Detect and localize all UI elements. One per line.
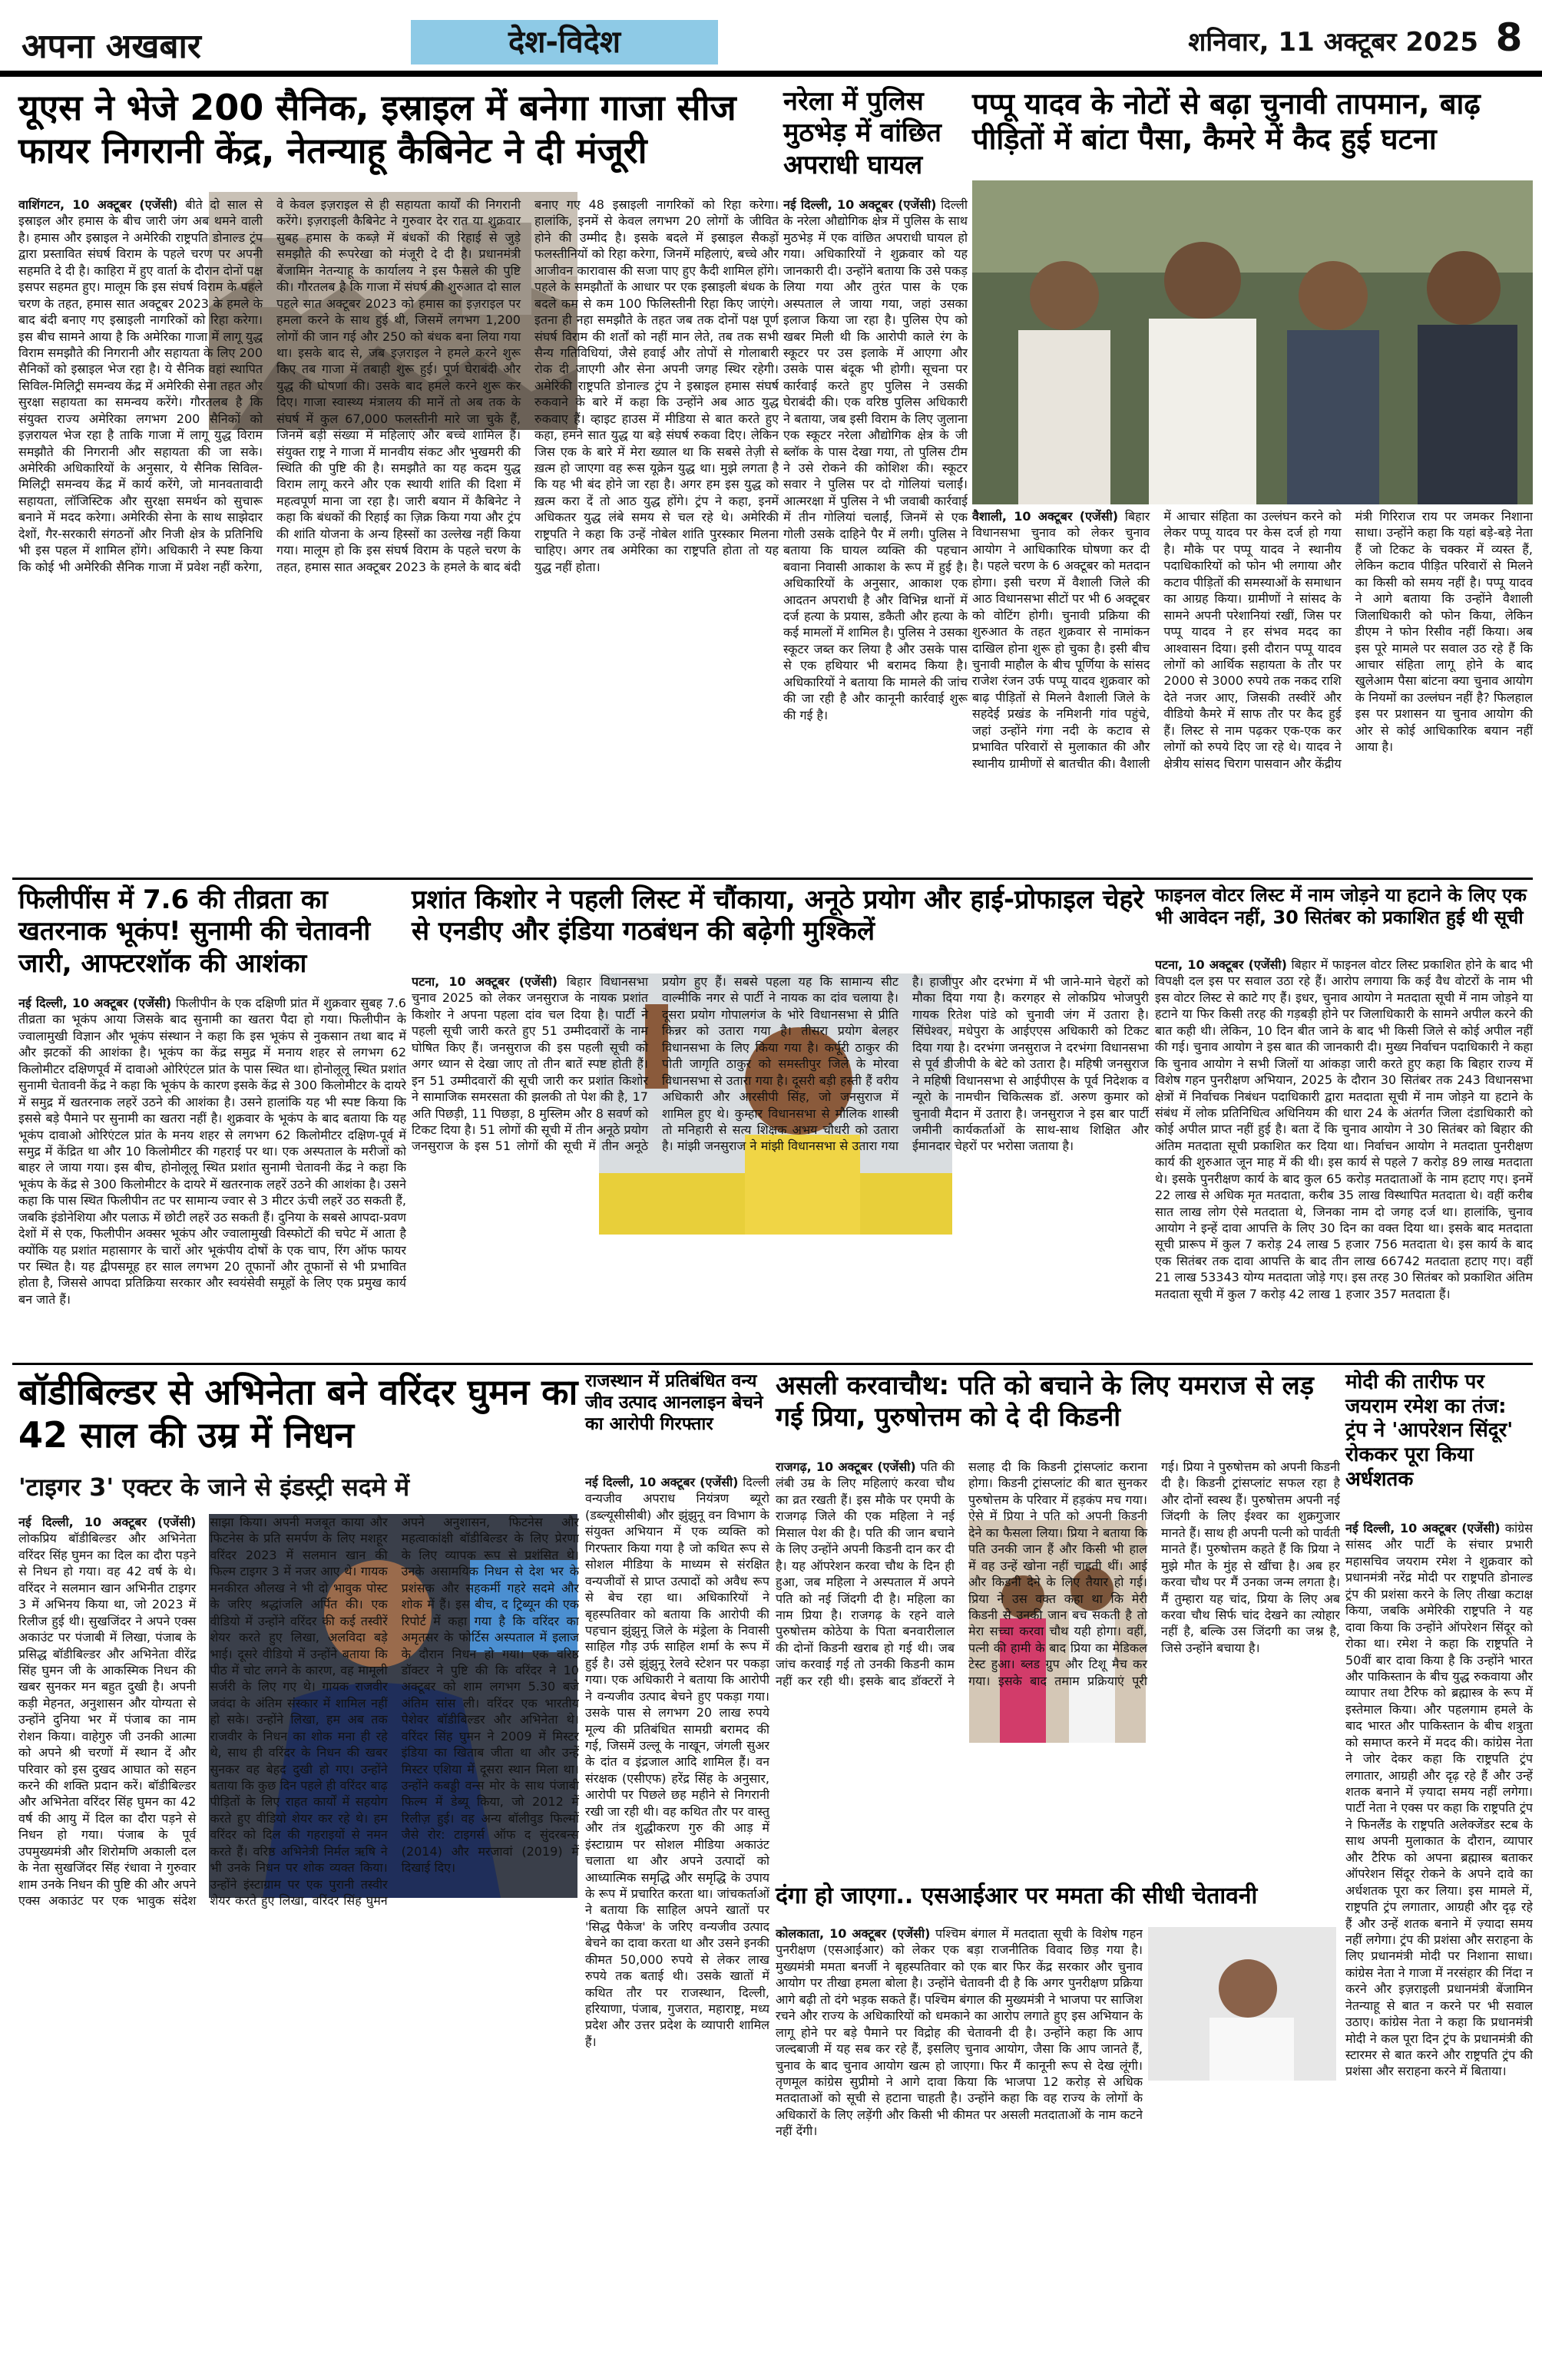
rajasthan-text: दिल्ली वन्यजीव अपराध नियंत्रण ब्यूरो (डब्ल्यूसीसीबी) और झुंझुनू वन विभाग के संयुक्त अभियान में एक व्यक्ति को गिरफ्तार किया गया है जो कथित रूप से सोशल मीडिया के माध्यम से संरक्षित वन्यजीवों से प्राप्त उत्पादों को अवैध रूप से बेच रहा था। अधिकारियों ने बृहस्पतिवार को बताया कि आरोपी की पहचान झुंझुनू जिले के मंड्रेला के निवासी साहिल गौड़ उर्फ साहिल शर्मा के रूप में हुई है। उसे झुंझुनू रेलवे स्टेशन पर पकड़ा गया। एक अधिकारी ने बताया कि आरोपी ने वन्यजीव उत्पाद बेचने हुए पकड़ा गया। उसके पास से लगभग 20 लाख रुपये मूल्य की प्रतिबंधित सामग्री बरामद की गई, जिसमें उल्लू के नाखून, जंगली सुअर के दांत व इंद्रजाल आदि शामिल हैं। वन संरक्षक (एसीएफ) हरेंद्र सिंह के अनुसार, आरोपी पर पिछले छह महीने से निगरानी रखी जा रही थी। वह कथित तौर पर वास्तु और तंत्र शुद्धीकरण गुरु की आड़ में इंस्टाग्राम पर सोशल मीडिया अकाउंट चलाता था और अपने उत्पादों को आध्यात्मिक समृद्धि और समृद्धि के उपाय के रूप में प्रचारित करता था। जांचकर्ताओं ने बताया कि साहिल अपने खातों पर 'सिद्ध पैकेज' के जरिए वन्यजीव उत्पाद बेचने का दावा करता था और उसने इनकी कीमत 50,000 रुपये से लेकर लाख रुपये तक बताई थी। उसके खातों में कथित तौर पर राजस्थान, दिल्ली, हरियाणा, पंजाब, गुजरात, महाराष्ट्र, मध्य प्रदेश और उत्तर प्रदेश के व्यापारी शामिल हैं। [585, 1475, 769, 2049]
pappu-photo [972, 180, 1533, 504]
quake-headline: फिलीपींस में 7.6 की तीव्रता का खतरनाक भूकंप! सुनामी की चेतावनी जारी, आफ्टरशॉक की आशंका [18, 884, 371, 979]
voterlist-body [1155, 957, 1533, 1357]
pk-dateline: पटना, 10 अक्टूबर (एजेंसी) [412, 974, 558, 989]
gaza-dateline: वाशिंगटन, 10 अक्टूबर (एजेंसी) [18, 197, 178, 212]
modi-dateline: नई दिल्ली, 10 अक्टूबर (एजेंसी) [1345, 1521, 1501, 1535]
issue-date: शनिवार, 11 अक्टूबर 2025 [1188, 27, 1478, 58]
ghuman-subheadline: 'टाइगर 3' एक्टर के जाने से इंडस्ट्री सदमे में [18, 1473, 410, 1502]
karwa-dateline: राजगढ़, 10 अक्टूबर (एजेंसी) [776, 1459, 916, 1474]
karwa-body [776, 1459, 1340, 1877]
section-divider [12, 1363, 1533, 1365]
karwa-text: पति की लंबी उम्र के लिए महिलाएं करवा चौथ का व्रत रखती हैं। इस मौके पर एमपी के राजगढ़ जिले की एक महिला ने नई मिसाल पेश की है। पति की जान बचाने के लिए उन्होंने अपनी किडनी दान कर दी है। यह ऑपरेशन करवा चौथ के दिन ही हुआ, जब महिला ने अस्पताल में अपने पति को नई जिंदगी दी है। महिला का नाम प्रिया है। राजगढ़ के रहने वाले पुरुषोत्तम कोठेया के पिता बनवारीलाल की दोनों किडनी खराब हो गई थी। जब जांच करवाई गई तो उनकी किडनी काम नहीं कर रही थी। इसके बाद डॉक्टरों ने सलाह दी कि किडनी ट्रांसप्लांट कराना होगा। किडनी ट्रांसप्लांट की बात सुनकर पुरुषोत्तम के परिवार में हड़कंप मच गया। ऐसे में प्रिया ने पति को अपनी किडनी देने का फैसला लिया। प्रिया ने बताया कि पति उनकी जान हैं और किसी भी हाल में वह उन्हें खोना नहीं चाहती थीं। आई और किडनी देने के लिए तैयार हो गई। प्रिया ने उस वक्त कहा था कि मेरी किडनी से उनकी जान बच सकती है तो मेरा सच्चा करवा चौथ यही होगा। वहीं, पत्नी की हामी के बाद प्रिया का मेडिकल टेस्ट हुआ। ब्लड ग्रुप और टिशू मैच कर गया। इसके बाद तमाम प्रक्रियाएं पूरी गई। प्रिया ने पुरुषोत्तम को अपनी किडनी दी है। किडनी ट्रांसप्लांट सफल रहा है और दोनों स्वस्थ हैं। पुरुषोत्तम अपनी नई जिंदगी के लिए ईश्वर का शुक्रगुजार मानते हैं। साथ ही अपनी पत्नी को पार्वती मानते हैं। पुरुषोत्तम कहते हैं कि प्रिया ने मुझे मौत के मुंह से खींचा है। अब हर करवा चौथ पर मैं उनका जन्म लगता है। मैं तुम्हारा यह चांद, प्रिया के लिए अब करवा चौथ सिर्फ चांद देखने का त्योहार नहीं है, बल्कि उस जिंदगी का जश्न है, जिसे उन्होंने बचाया है। [776, 1459, 1340, 1688]
gaza-text: बीते दो साल से इस्राइल और हमास के बीच जारी जंग अब थमने वाली है। हमास और इस्राइल ने अमेरिकी राष्ट्रपति डोनाल्ड ट्रंप द्वारा प्रस्तावित संघर्ष विराम के पहले चरण पर अपनी सहमति दे दी है। काहिरा में हुए वार्ता के दौरान दोनों पक्ष इसपर सहमत हुए। मालूम कि इस संघर्ष विराम के पहले चरण के तहत, हमास सात अक्टूबर 2023 के हमले के बाद बंदी बनाए गए इस्राइली नागरिकों को रिहा करेगा। इस बीच सामने आया है कि अमेरिका गाजा में लागू युद्ध विराम समझौते की निगरानी और सहायता के लिए 200 सैनिकों को इस्राइल भेज रहा है। ये सैनिक वहां स्थापित सिविल-मिलिट्री समन्वय केंद्र में अमेरिकी सेना तहत और सुरक्षा सहायता का समन्वय करेंगे। गौरतलब है कि संयुक्त राज्य अमेरिका लगभग 200 सैनिकों को इज़रायल भेज रहा है ताकि गाजा में लागू युद्ध विराम समझौते की निगरानी और सहायता की जा सके। अमेरिकी अधिकारियों के अनुसार, ये सैनिक सिविल-मिलिट्री समन्वय केंद्र में कार्य करेंगे, जो मानवतावादी सहायता, लॉजिस्टिक और सुरक्षा समर्थन को सुचारू बनाने में मदद करेगा। अमेरिकी सेना के साथ साझेदार देशों, गैर-सरकारी संगठनों और निजी क्षेत्र के प्रतिनिधि भी इस पहल में शामिल होंगे। अधिकारी ने स्पष्ट किया कि कोई भी अमेरिकी सैनिक गाजा में प्रवेश नहीं करेगा, वे केवल इज़राइल से ही सहायता कार्यों की निगरानी करेंगे। इज़राइली कैबिनेट ने गुरुवार देर रात या शुक्रवार सुबह हमास के कब्ज़े में बंधकों की रिहाई से जुड़े समझौते की रूपरेखा को मंजूरी दे दी है। प्रधानमंत्री बेंजामिन नेतन्याहू के कार्यालय ने इस फैसले की पुष्टि की। गौरतलब है कि गाजा में संघर्ष की शुरुआत दो साल पहले सात अक्टूबर 2023 को हमास का इज़राइल पर हमला करने के साथ हुई थी, जिसमें लगभग 1,200 लोगों की जान गई और 250 को बंधक बना लिया गया था। इसके बाद से, जब इज़राइल ने हमले करने शुरू किए तब गाजा में तबाही शुरू हुई। पूर्ण घेराबंदी और युद्ध की घोषणा की। उसके बाद हमले करने शुरू कर दिए। गाजा स्वास्थ्य मंत्रालय की मानें तो अब तक के संघर्ष में कुल 67,000 फलस्तीनी मारे जा चुके हैं, जिनमें बड़ी संख्या में महिलाएं और बच्चे शामिल हैं। संयुक्त राष्ट्र ने गाजा में मानवीय संकट और भुखमरी की स्थिति की पुष्टि की है। समझौते का यह कदम युद्ध विराम लागू करने और एक स्थायी शांति की दिशा में महत्वपूर्ण माना जा रहा है। जारी बयान में कैबिनेट ने कहा कि बंधकों की रिहाई का ज़िक्र किया गया और ट्रंप की शांति योजना के अन्य हिस्सों का उल्लेख नहीं किया गया। मालूम हो कि इस संघर्ष विराम के पहले चरण के तहत, हमास सात अक्टूबर 2023 के हमले के बाद बंदी बनाए गए 48 इस्राइली नागरिकों को रिहा करेगा। हालांकि, इनमें से केवल लगभग 20 लोगों के जीवित होने की उम्मीद है। इसके बदले में इस्राइल सैकड़ों फलस्तीनियों को रिहा करेगा, जिनमें महिलाएं, बच्चे और आजीवन कारावास की सजा पाए हुए कैदी शामिल होंगे। पहले के समझौतों के आधार पर एक इस्राइली बंधक के बदले कम से कम 100 फिलिस्तीनी रिहा किए जाएंगे। इतना ही नहा समझौते के तहत जब तक दोनों पक्ष पूर्ण संघर्ष विराम की शर्तों को नहीं मान लेते, तब तक सभी सैन्य गतिविधियां, जैसे हवाई और तोपों से गोलाबारी रोक दी जाएगी और सेना अपनी जगह स्थिर रहेगी। अमेरिकी राष्ट्रपति डोनाल्ड ट्रंप ने इस्राइल हमास संघर्ष रुकवाने के बारे में कहा कि उन्होंने अब आठ युद्ध रुकवाए हैं। व्हाइट हाउस में मीडिया से बात करते हुए कहा, हमने सात युद्ध या बड़े संघर्ष रुकवा दिए। लेकिन जिस एक के बारे में मेरा ख्याल था कि सबसे तेज़ी से ख़त्म हो जाएगा वह रूस यूक्रेन युद्ध था। मुझे लगता है कि यह भी बंद होने जा रहा है। अगर हम इस युद्ध को ख़त्म करा दें तो आठ युद्ध होंगे। ट्रंप ने कहा, इनमें अधिकतर युद्ध लंबे समय से चल रहे थे। अमेरिकी राष्ट्रपति ने कहा कि उन्हें नोबेल शांति पुरस्कार मिलना चाहिए। अगर तब अमेरिका का राष्ट्रपति होता तो यह युद्ध नहीं होता। [18, 197, 779, 574]
pappu-headline: पप्पू यादव के नोटों से बढ़ा चुनावी तापमान, बाढ़ पीड़ितों में बांटा पैसा, कैमरे में कैद हुई घटना [972, 87, 1481, 157]
modi-body [1345, 1520, 1533, 2368]
narela-body [783, 197, 968, 872]
karwa-headline: असली करवाचौथ: पति को बचाने के लिए यमराज से लड़ गई प्रिया, पुरुषोत्तम को दे दी किडनी [776, 1370, 1314, 1433]
pk-body [412, 973, 1149, 1357]
voterlist-dateline: पटना, 10 अक्टूबर (एजेंसी) [1155, 957, 1287, 972]
mamata-body [776, 1925, 1143, 2368]
quake-body [18, 995, 406, 1356]
section-title: देश-विदेश [411, 20, 718, 64]
voterlist-headline: फाइनल वोटर लिस्ट में नाम जोड़ने या हटाने के लिए एक भी आवेदन नहीं, 30 सितंबर को प्रकाशित हुई थी सूची [1155, 884, 1527, 929]
pappu-dateline: वैशाली, 10 अक्टूबर (एजेंसी) [972, 509, 1119, 524]
pk-headline: प्रशांत किशोर ने पहली लिस्ट में चौंकाया, अनूठे प्रयोग और हाई-प्रोफाइल चेहरे से एनडीए और इंडिया गठबंधन की बढ़ेगी मुश्किलें [412, 884, 1144, 947]
ghuman-text: लोकप्रिय बॉडीबिल्डर और अभिनेता वरिंदर सिंह घुमन का दिल का दौरा पड़ने से निधन हो गया। वह 42 वर्ष के थे। वरिंदर ने सलमान खान अभिनीत टाइगर 3 में अभिनय किया था, जो 2023 में रिलीज हुई थी। सुखजिंदर ने अपने एक्स अकाउंट पर पंजाबी में लिखा, पंजाब के प्रसिद्ध बॉडीबिल्डर और अभिनेता वीरेंद्र सिंह घुमन जी के आकस्मिक निधन की खबर सुनकर मन बहुत दुखी है। अपनी कड़ी मेहनत, अनुशासन और योग्यता से उन्होंने दुनिया भर में पंजाब का नाम रोशन किया। वाहेगुरु जी उनकी आत्मा को अपने श्री चरणों में स्थान दें और परिवार को इस दुखद आघात को सहन करने की शक्ति प्रदान करें। बॉडीबिल्डर और अभिनेता वरिंदर सिंह घुमन का 42 वर्ष की आयु में दिल का दौरा पड़ने से निधन हो गया। पंजाब के पूर्व उपमुख्यमंत्री और शिरोमणि अकाली दल के नेता सुखजिंदर सिंह रंधावा ने गुरुवार शाम उनके निधन की पुष्टि की और अपने एक्स अकाउंट पर एक भावुक संदेश साझा किया। अपनी मजबूत काया और फिटनेस के प्रति समर्पण के लिए मशहूर वरिंदर 2023 में सलमान खान की फिल्म टाइगर 3 में नजर आए थे। गायक मनकीरत औलख ने भी दो भावुक पोस्ट के जरिए श्रद्धांजलि अर्पित की। एक वीडियो में उन्होंने वरिंदर की कई तस्वीरें शेयर करते हुए लिखा, अलविदा बड़े भाई। दूसरे वीडियो में उन्होंने बताया कि पीठ में चोट लगने के कारण, वह मामूली सर्जरी के लिए गए थे। गायक राजवीर जवंदा के अंतिम संस्कार में शामिल नहीं हो सके। उन्होंने लिखा, हम अब तक राजवीर के निधन का शोक मना ही रहे थे, साथ ही वरिंदर के निधन की खबर सुनकर वह बेहद दुखी हो गए। उन्होंने बताया कि कुछ दिन पहले ही वरिंदर बाढ़ पीड़ितों के लिए राहत कार्यों में सहयोग करते हुए वीडियो शेयर कर रहे थे। हम वरिंदर को दिल की गहराइयों से नमन करते हैं। वरिष्ठ अभिनेत्री निर्मल ऋषि ने भी उनके निधन पर शोक व्यक्त किया। उन्होंने इंस्टाग्राम पर एक पुरानी तस्वीर शेयर करते हुए लिखा, वरिंदर सिंह घुमन अपने अनुशासन, फिटनेस और महत्वाकांक्षी बॉडीबिल्डर के लिए प्रेरणा के लिए व्यापक रूप से प्रशंसित थे। उनके असामयिक निधन से देश भर के प्रशंसक और सहकर्मी गहरे सदमे और शोक में हैं। इस बीच, द ट्रिब्यून की एक रिपोर्ट में कहा गया है कि वरिंदर का अमृतसर के फोर्टिस अस्पताल में इलाज के दौरान निधन हो गया। एक वरिष्ठ डॉक्टर ने पुष्टि की कि वरिंदर ने 10 अक्टूबर को शाम लगभग 5.30 बजे अंतिम सांस ली। वरिंदर एक भारतीय पेशेवर बॉडीबिल्डर और अभिनेता थे। वरिंदर सिंह घुमन ने 2009 में मिस्टर इंडिया का खिताब जीता था और उन्हें मिस्टर एशिया में दूसरा स्थान मिला था। उन्होंने कबड्डी वन्स मोर के साथ पंजाबी फिल्म में डेब्यू किया, जो 2012 में रिलीज़ हुई। वह अन्य बॉलीवुड फिल्मों जैसे रोर: टाइगर्स ऑफ द सुंदरबन्स (2014) और मरजावां (2019) में दिखाई दिए। [18, 1515, 579, 1909]
narela-dateline: नई दिल्ली, 10 अक्टूबर (एजेंसी) [783, 197, 937, 212]
quake-dateline: नई दिल्ली, 10 अक्टूबर (एजेंसी) [18, 996, 172, 1010]
mamata-text: पश्चिम बंगाल में मतदाता सूची के विशेष गहन पुनरीक्षण (एसआईआर) को लेकर एक बड़ा राजनीतिक विवाद छिड़ गया है। मुख्यमंत्री ममता बनर्जी ने बृहस्पतिवार को एक बार फिर केंद्र सरकार और चुनाव आयोग पर तीखा हमला बोला है। उन्होंने चेतावनी दी है कि अगर पुनरीक्षण प्रक्रिया आगे बढ़ी तो दंगे भड़क सकते हैं। पश्चिम बंगाल की मुख्यमंत्री ने भाजपा पर साजिश रचने और राज्य के अधिकारियों को धमकाने का आरोप लगाते हुए इस अभियान के लागू होने पर बड़े पैमाने पर विद्रोह की चेतावनी दी है। उन्होंने कहा कि आप जल्दबाजी में यह सब कर रहे हैं, इसलिए चुनाव आयोग, जैसा कि आप जानते हैं, चुनाव के बाद चुनाव आयोग खत्म हो जाएगा। फिर मैं कानूनी रूप से देख लूंगी। तृणमूल कांग्रेस सुप्रीमो ने आगे दावा किया कि भाजपा 12 करोड़ से अधिक मतदाताओं को सूची से हटाना चाहती है। उन्होंने कहा कि वह राज्य के लोगों के अधिकारों के लिए लड़ेंगी और किसी भी कीमत पर असली मतदाताओं के नाम कटने नहीं देंगी। [776, 1926, 1143, 2139]
pappu-body [972, 508, 1533, 872]
quake-text: फिलीपीन के एक दक्षिणी प्रांत में शुक्रवार सुबह 7.6 तीव्रता का भूकंप आया जिसके बाद सुनामी का खतरा पैदा हो गया। फिलीपीन के ज्वालामुखी विज्ञान और भूकंप संस्थान ने कहा कि इस भूकंप से नुकसान तथा बाद में और झटकों की आशंका है। भूकंप का केंद्र समुद्र में मनाय शहर से लगभग 62 किलोमीटर दक्षिणपूर्व में दावाओ ओरिएंटल प्रांत के पास स्थित था। होनोलूलू स्थित प्रशांत सुनामी चेतावनी केंद्र ने कहा कि भूकंप के कारण इसके केंद्र से 300 किलोमीटर के दायरे में समुद्र में खतरनाक लहरें उठने की आशंका है। उसने हालांकि यह भी स्पष्ट किया कि इससे बड़े पैमाने पर सुनामी का खतरा नहीं है। शुक्रवार के भूकंप के बाद बताया कि यह भूकंप दावाओ ओरिएंटल प्रांत के मनय शहर से लगभग 62 किलोमीटर दक्षिण-पूर्व में समुद्र में केंद्रित था और 10 किलोमीटर की गहराई पर था। एक अस्पताल के मरीजों को बाहर ले जाया गया। इस बीच, होनोलूलू स्थित प्रशांत सुनामी चेतावनी केंद्र ने कहा कि भूकंप के केंद्र से 300 किलोमीटर के दायरे में खतरनाक लहरें उठने की आशंका है। उसने कहा कि पास स्थित फिलीपीन तट पर सामान्य ज्वार से 3 मीटर ऊंची लहरें उठ सकती हैं, जबकि इंडोनेशिया और पलाऊ में छोटी लहरें उठ सकती हैं। दुनिया के सबसे आपदा-प्रवण देशों में से एक, फिलीपीन अक्सर भूकंप और ज्वालामुखी विस्फोटों की चपेट में आता है क्योंकि यह प्रशांत महासागर के चारों ओर भूकंपीय दोषों के एक चाप, रिंग ऑफ फायर पर स्थित है। यह द्वीपसमूह हर साल लगभग 20 तूफानों और तूफानों से भी प्रभावित होता है, जिससे आपदा प्रतिक्रिया सरकार और स्वयंसेवी समूहों के लिए एक प्रमुख कार्य बन जाते हैं। [18, 996, 406, 1307]
mamata-dateline: कोलकाता, 10 अक्टूबर (एजेंसी) [776, 1926, 931, 1941]
section-divider [12, 878, 1533, 880]
rajasthan-headline: राजस्थान में प्रतिबंधित वन्य जीव उत्पाद आनलाइन बेचने का आरोपी गिरफ्तार [585, 1371, 763, 1435]
modi-headline: मोदी की तारीफ पर जयराम रमेश का तंज: ट्रंप ने 'आपरेशन सिंदूर' रोककर पूरा किया अर्धशतक [1345, 1370, 1514, 1491]
mamata-headline: दंगा हो जाएगा.. एसआईआर पर ममता की सीधी चेतावनी [776, 1883, 1258, 1909]
page-number: 8 [1495, 15, 1523, 60]
rajasthan-body [585, 1474, 769, 2368]
ghuman-dateline: नई दिल्ली, 10 अक्टूबर (एजेंसी) [18, 1515, 197, 1529]
gaza-body [18, 197, 779, 872]
ghuman-body [18, 1514, 579, 2368]
pappu-text: बिहार विधानसभा चुनाव को लेकर चुनाव आयोग ने आधिकारिक घोषणा कर दी है। पहले चरण के 6 अक्टूबर को मतदान होगा। इसी चरण में वैशाली जिले की आठ विधानसभा सीटों पर भी 6 अक्टूबर को वोटिंग होगी। चुनावी प्रक्रिया की शुरुआत के तहत शुक्रवार से नामांकन दाखिल होना शुरू हो चुका है। इसी बीच चुनावी माहौल के बीच पूर्णिया के सांसद राजेश रंजन उर्फ पप्पू यादव शुक्रवार को बाढ़ पीड़ितों से मिलने वैशाली जिले के सहदेई प्रखंड के नमिशनी गांव पहुंचे, जहां उन्होंने गंगा नदी के कटाव से प्रभावित परिवारों से मुलाकात की और स्थानीय ग्रामीणों से बातचीत की। वैशाली में आचार संहिता का उल्लंघन करने को लेकर पप्पू यादव पर केस दर्ज हो गया है। मौके पर पप्पू यादव ने स्थानीय पदाधिकारियों को फोन भी लगाया और कटाव पीड़ितों की समस्याओं के समाधान का आग्रह किया। ग्रामीणों ने सांसद के सामने अपनी परेशानियां रखीं, जिस पर पप्पू यादव ने हर संभव मदद का आश्वासन दिया। इसी दौरान पप्पू यादव लोगों को आर्थिक सहायता के तौर पर 2000 से 3000 रुपये तक नकद राशि देते नजर आए, जिसकी तस्वीरें और वीडियो कैमरे में साफ तौर पर कैद हुई हैं। लिस्ट से नाम पढ़कर एक-एक कर लोगों को रुपये दिए जा रहे थे। यादव ने क्षेत्रीय सांसद चिराग पासवान और केंद्रीय मंत्री गिरिराज राय पर जमकर निशाना साधा। उन्होंने कहा कि यहां बड़े-बड़े नेता हैं जो टिकट के चक्कर में व्यस्त हैं, लेकिन कटाव पीड़ित परिवारों से मिलने का किसी को समय नहीं है। पप्पू यादव ने आगे बताया कि उन्होंने वैशाली जिलाधिकारी को फोन किया, लेकिन डीएम ने फोन रिसीव नहीं किया। अब इस पूरे मामले पर सवाल उठ रहे हैं कि आचार संहिता लागू होने के बाद खुलेआम पैसा बांटना क्या चुनाव आयोग के नियमों का उल्लंघन नहीं है? फिलहाल इस पर प्रशासन या चुनाव आयोग की ओर से कोई आधिकारिक बयान नहीं आया है। [972, 509, 1533, 771]
rajasthan-dateline: नई दिल्ली, 10 अक्टूबर (एजेंसी) [585, 1475, 739, 1489]
paper-name: अपना अखबार [22, 27, 201, 66]
ghuman-headline: बॉडीबिल्डर से अभिनेता बने वरिंदर घुमन का 42 साल की उम्र में निधन [18, 1371, 578, 1456]
gaza-headline: यूएस ने भेजे 200 सैनिक, इस्राइल में बनेगा गाजा सीज फायर निगरानी केंद्र, नेतन्याहू कैबिनेट ने दी मंजूरी [18, 87, 736, 172]
pk-text: बिहार विधानसभा चुनाव 2025 को लेकर जनसुराज के नायक प्रशांत किशोर ने अपना पहला दांव चल दिया है। पार्टी ने पहली सूची जारी करते हुए 51 उम्मीदवारों के नाम घोषित किए हैं। जनसुराज की इस पहली सूची को अगर ध्यान से देखा जाए तो तीन बातें स्पष्ट होती हैं। इन 51 उम्मीदवारों की सूची जारी कर प्रशांत किशोर ने सामाजिक समरसता की झलकी तो पेश की है, 17 अति पिछड़ी, 11 पिछड़ा, 8 मुस्लिम और 8 सवर्ण को टिकट दिया है। 51 लोगों की सूची में तीन अनूठे प्रयोग जनसुराज के इस 51 लोगों की सूची में तीन अनूठे प्रयोग हुए हैं। सबसे पहला यह कि सामान्य सीट वाल्मीकि नगर से पार्टी ने नायक का दांव चलाया है। दूसरा प्रयोग गोपालगंज के भोरे विधानसभा से प्रीति किन्नर को उतारा गया है। तीसरा प्रयोग बेलहर विधानसभा के लिए किया गया है। कर्पूरी ठाकुर की पोती जागृति ठाकुर को समस्तीपुर जिले के मोरवा विधानसभा से उतारा गया है। दूसरी बड़ी हस्ती हैं वरीय अधिकारी और आरसीपी सिंह, जो जनसुराज में शामिल हुए थे। कुम्हार विधानसभा से मौलिक शास्त्री तो मनिहारी से सत्य शिक्षक अभय चौधरी को उतारा है। मांझी जनसुराज ने मांझी विधानसभा से उतारा गया है। हाजीपुर और दरभंगा में भी जाने-माने चेहरों को मौका दिया गया है। करगहर से लोकप्रिय भोजपुरी गायक रितेश पांडे को चुनावी जंग में उतारा है। सिंघेश्वर, मधेपुरा के आईएएस अधिकारी को टिकट दिया गया है। दरभंगा जनसुराज ने दरभंगा विधानसभा से पूर्व डीजीपी के बेटे को उतारा है। महिषी जनसुराज ने महिषी विधानसभा से आईपीएस के पूर्व निदेशक व न्यूरो के नामचीन चिकित्सक डॉ. अरुण कुमार को चुनावी मैदान में उतारा है। जनसुराज ने इस बार पार्टी जमीनी कार्यकर्ताओं के साथ-साथ शिक्षित और ईमानदार चेहरों पर भरोसा जताया है। [412, 974, 1149, 1154]
voterlist-text: बिहार में फाइनल वोटर लिस्ट प्रकाशित होने के बाद भी विपक्षी दल इस पर सवाल उठा रहे हैं। आरोप लगाया कि कई वैध वोटरों के नाम भी इस वोटर लिस्ट से काटे गए हैं। इधर, चुनाव आयोग ने मतदाता सूची में नाम जोड़ने या हटाने या फिर किसी तरह की गड़बड़ी होने पर जिलाधिकारी के सामने अपील करने की बात कही थी। लेकिन, 10 दिन बीत जाने के बाद भी किसी जिले से कोई अपील नहीं की गई। चुनाव आयोग ने इस बात की जानकारी दी। मुख्य निर्वाचन पदाधिकारी ने कहा कि चुनाव आयोग ने सभी जिलों या आंकड़ा जारी करते हुए कहा कि बिहार राज्य में विशेष गहन पुनरीक्षण अभियान, 2025 के दौरान 30 सितंबर तक 243 विधानसभा क्षेत्रों में निर्वाचक निबंधन पदाधिकारी द्वारा मतदाता सूची में नाम जोड़ने या हटाने के संबंध में लोक प्रतिनिधित्व अधिनियम की धारा 24 के अंतर्गत जिला दंडाधिकारी को कोई अपील प्राप्त नहीं हुई है। बता दें कि चुनाव आयोग ने 30 सितंबर को बिहार की अंतिम मतदाता सूची प्रकाशित कर दिया था। निर्वाचन आयोग ने मतदाता पुनरीक्षण कार्य की शुरुआत जून माह में की थी। इस कार्य से पहले 7 करोड़ 89 लाख मतदाता थे। इसके पुनरीक्षण कार्य के बाद कुल 65 करोड़ मतदाताओं के नाम हटाए गए। इनमें 22 लाख से अधिक मृत मतदाता, करीब 35 लाख विस्थापित मतदाता थे। वहीं करीब सात लाख लोग ऐसे मतदाता थे, जिनका नाम दो जगह दर्ज था। हालांकि, चुनाव आयोग ने इन्हें दावा आपत्ति के लिए 30 दिन का वक्त दिया था। इसके बाद मतदाता सूची प्रारूप में कुल 7 करोड़ 24 लाख 5 हजार 756 मतदाता थे। इस कार्य के बाद एक सितंबर तक दावा आपत्ति के बाद तीन लाख 66742 मतदाता हटाए गए। वहीं 21 लाख 53343 योग्य मतदाता जोड़े गए। इस तरह 30 सितंबर को प्रकाशित अंतिम मतदाता सूची में कुल 7 करोड़ 42 लाख 1 हजार 357 मतदाता हैं। [1155, 957, 1533, 1301]
modi-text: कांग्रेस सांसद और पार्टी के संचार प्रभारी महासचिव जयराम रमेश ने शुक्रवार को प्रधानमंत्री नरेंद्र मोदी पर राष्ट्रपति डोनाल्ड ट्रंप की प्रशंसा करने के लिए तीखा कटाक्ष किया, जबकि अमेरिकी राष्ट्रपति ने यह दावा किया कि उन्होंने ऑपरेशन सिंदूर को रोका था। रमेश ने कहा कि राष्ट्रपति ने 50वीं बार दावा किया है कि उन्होंने भारत और पाकिस्तान के बीच युद्ध रुकवाया और व्यापार तथा टैरिफ को ब्रह्मास्त्र के रूप में इस्तेमाल किया। और पहलगाम हमले के बाद भारत और पाकिस्तान के बीच शत्रुता को समाप्त करने में मदद की। कांग्रेस नेता ने जोर देकर कहा कि राष्ट्रपति ट्रंप लगातार, आग्रही और दृढ़ रहे हैं और उन्हें शतक बनाने में ज़्यादा समय नहीं लगेगा। पार्टी नेता ने एक्स पर कहा कि राष्ट्रपति ट्रंप ने फिनलैंड के राष्ट्रपति अलेक्जेंडर स्टब के साथ अपनी मुलाकात के दौरान, व्यापार और टैरिफ को अपना ब्रह्मास्त्र बताकर ऑपरेशन सिंदूर रोकने के अपने दावे का अर्धशतक पूरा कर लिया। इस मामले में, राष्ट्रपति ट्रंप लगातार, आग्रही और दृढ़ रहे हैं और उन्हें शतक बनाने में ज़्यादा समय नहीं लगेगा। ट्रंप की प्रशंसा और सराहना के लिए प्रधानमंत्री मोदी पर निशाना साधा। कांग्रेस नेता ने गाजा में नरसंहार की निंदा न करने और इज़राइली प्रधानमंत्री बेंजामिन नेतन्याहू से बात न करने पर भी सवाल उठाए। कांग्रेस नेता ने कहा कि प्रधानमंत्री मोदी ने कल पूरा दिन ट्रंप के प्रधानमंत्री की स्टारमर से बात करने और राष्ट्रपति ट्रंप की प्रशंसा और सराहना करने में बिताया। [1345, 1521, 1533, 2079]
mamata-photo [1148, 1927, 1336, 2081]
narela-headline: नरेला में पुलिस मुठभेड़ में वांछित अपराधी घायल [783, 86, 941, 180]
narela-text: दिल्ली के नरेला औद्योगिक क्षेत्र में पुलिस के साथ मुठभेड़ में एक वांछित अपराधी घायल हो गया। अधिकारियों ने शुक्रवार को यह जानकारी दी। उन्होंने बताया कि उसे पकड़ लिया गया और तुरंत पास के एक अस्पताल ले जाया गया, जहां उसका इलाज किया जा रहा है। पुलिस ऐप को खबर मिली थी कि आरोपी काले रंग के स्कूटर पर उस इलाके में आएगा और उसके पास बंदूक भी होगी। सूचना पर कार्रवाई करते हुए पुलिस ने उसकी घेराबंदी की। एक वरिष्ठ पुलिस अधिकारी ने बताया, जब इसी विराम के लिए जुलाना एक स्कूटर नरेला औद्योगिक क्षेत्र के जी ब्लॉक के पास देखा गया, तो पुलिस टीम ने उसे रोकने की कोशिश की। स्कूटर सवार ने पुलिस पर दो गोलियां चलाईं। आत्मरक्षा में पुलिस ने भी जवाबी कार्रवाई में तीन गोलियां चलाईं, जिनमें से एक गोली उसके दाहिने पैर में लगी। पुलिस ने बताया कि घायल व्यक्ति की पहचान बवाना निवासी आकाश के रूप में हुई है। अधिकारियों के अनुसार, आकाश एक आदतन अपराधी है और विभिन्न थानों में दर्ज हत्या के प्रयास, डकैती और हत्या के कई मामलों में शामिल है। पुलिस ने उसका स्कूटर जब्त कर लिया है और उसके पास से एक हथियार भी बरामद किया है। अधिकारियों ने बताया कि मामले की जांच की जा रही है और कानूनी कार्रवाई शुरू की गई है। [783, 197, 968, 722]
